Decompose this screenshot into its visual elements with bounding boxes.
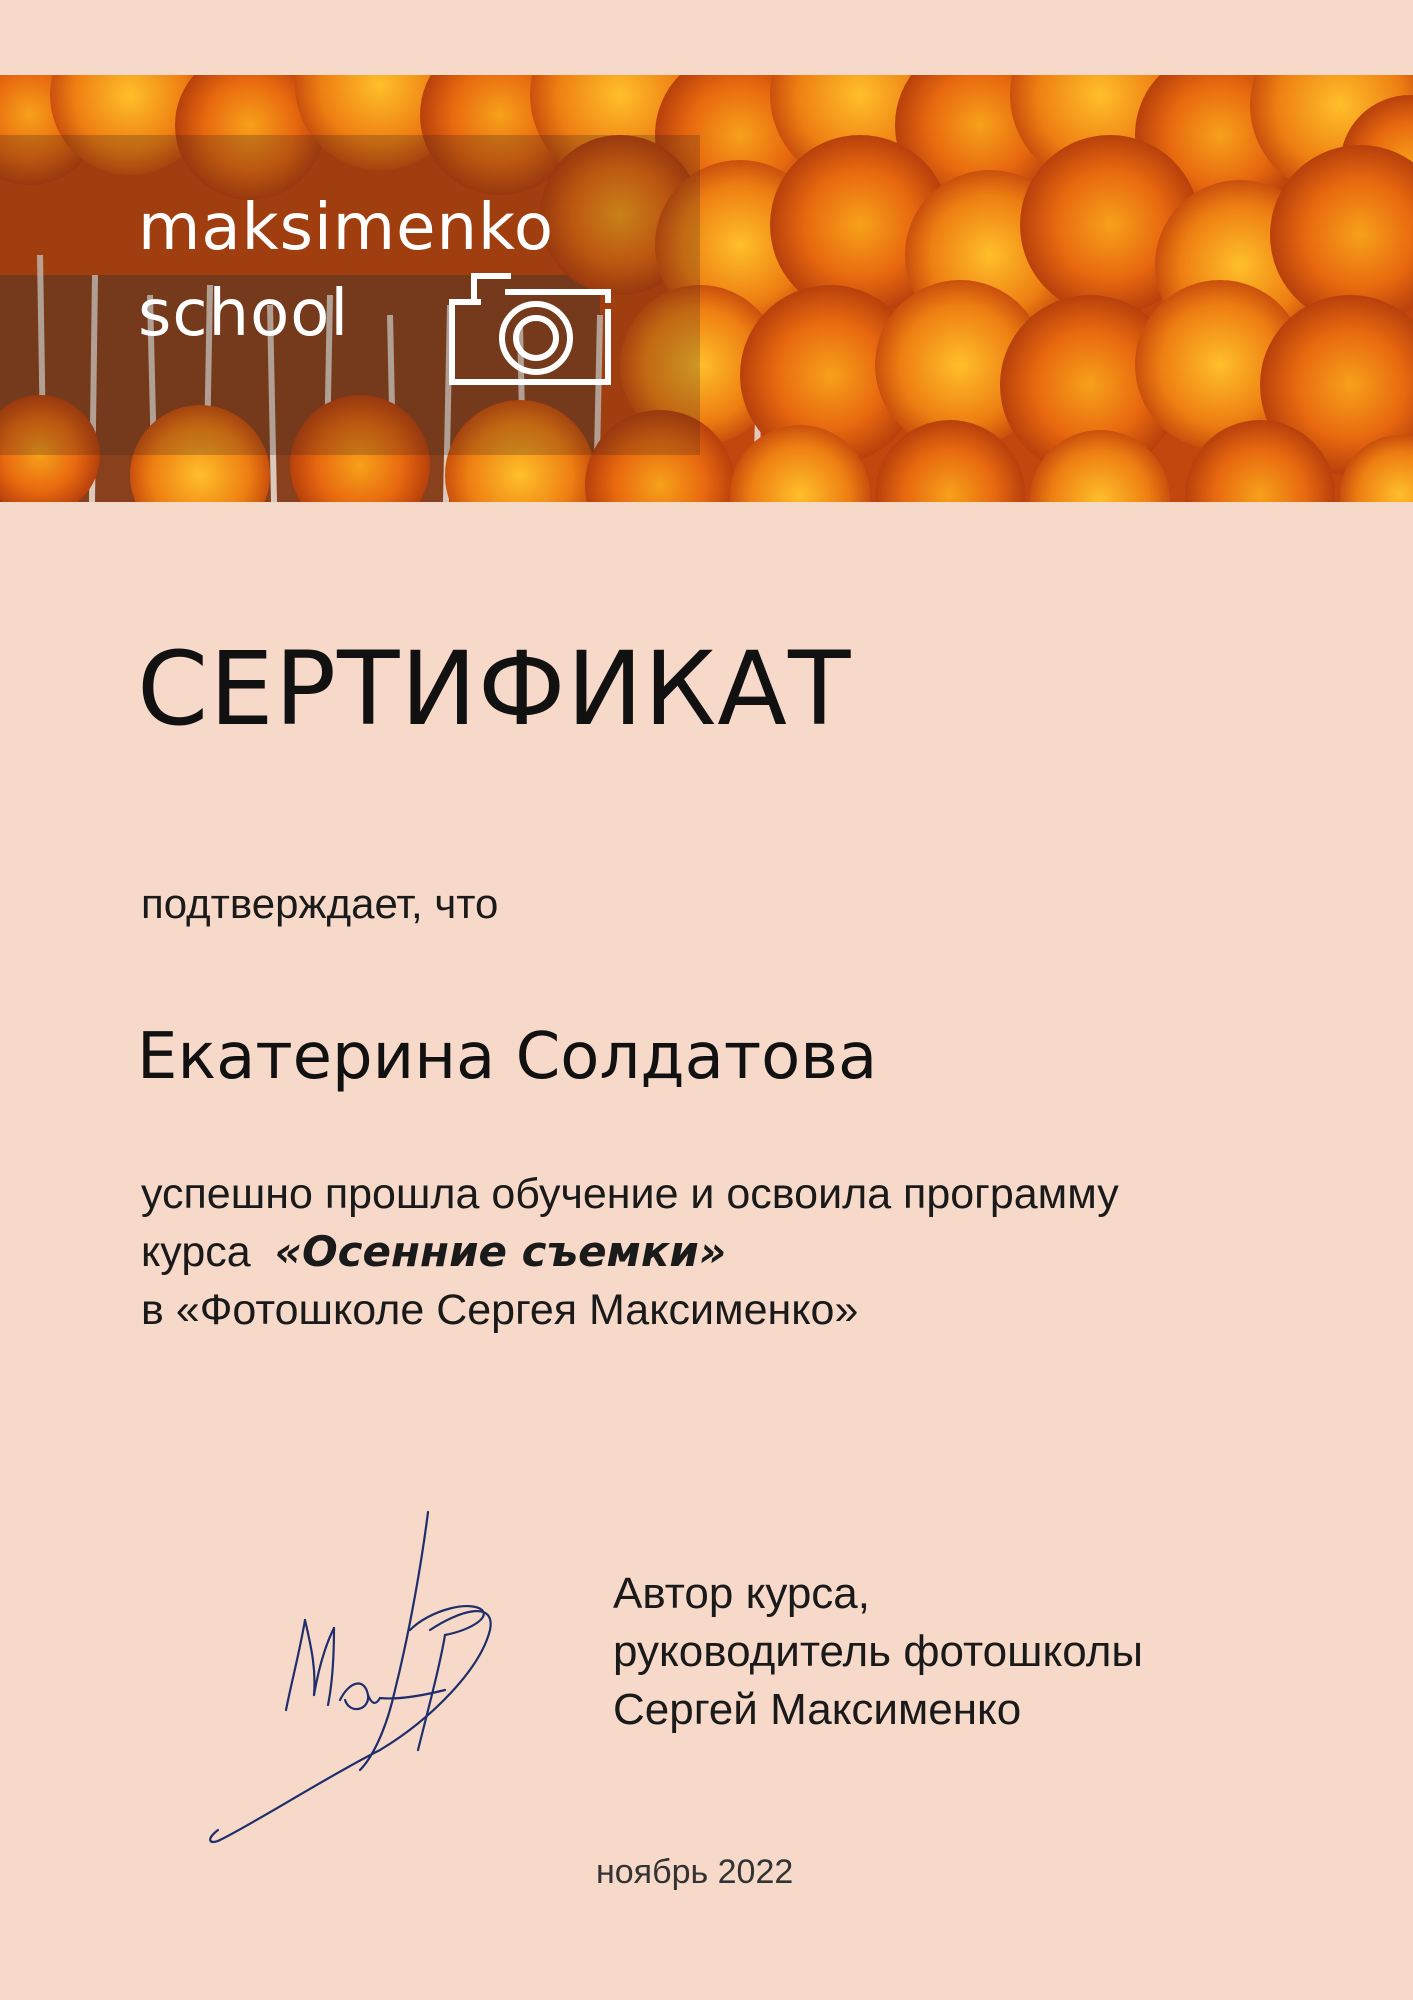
author-line-2: руководитель фотошколы bbox=[613, 1627, 1143, 1676]
camera-icon bbox=[448, 272, 613, 392]
body-line-1: успешно прошла обучение и освоила программу bbox=[141, 1170, 1119, 1218]
course-name: «Осенние съемки» bbox=[274, 1227, 727, 1276]
body-line-2 bbox=[141, 1223, 1119, 1281]
course-prefix: курса bbox=[141, 1228, 251, 1276]
body-line-3: в «Фотошколе Сергея Максименко» bbox=[141, 1286, 859, 1334]
issue-date: ноябрь 2022 bbox=[596, 1853, 794, 1891]
author-block bbox=[613, 1565, 1143, 1739]
logo-line-2: school bbox=[138, 277, 350, 351]
author-line-3: Сергей Максименко bbox=[613, 1685, 1022, 1734]
confirm-text: подтверждает, что bbox=[141, 880, 499, 927]
logo-line-1: maksimenko bbox=[138, 191, 554, 265]
certificate-body bbox=[141, 1165, 1119, 1339]
certificate-title: СЕРТИФИКАТ bbox=[137, 630, 852, 749]
autumn-forest-banner bbox=[0, 75, 1413, 502]
author-line-1: Автор курса, bbox=[613, 1569, 870, 1618]
recipient-name: Екатерина Солдатова bbox=[137, 1020, 878, 1094]
signature-icon bbox=[200, 1500, 520, 1850]
